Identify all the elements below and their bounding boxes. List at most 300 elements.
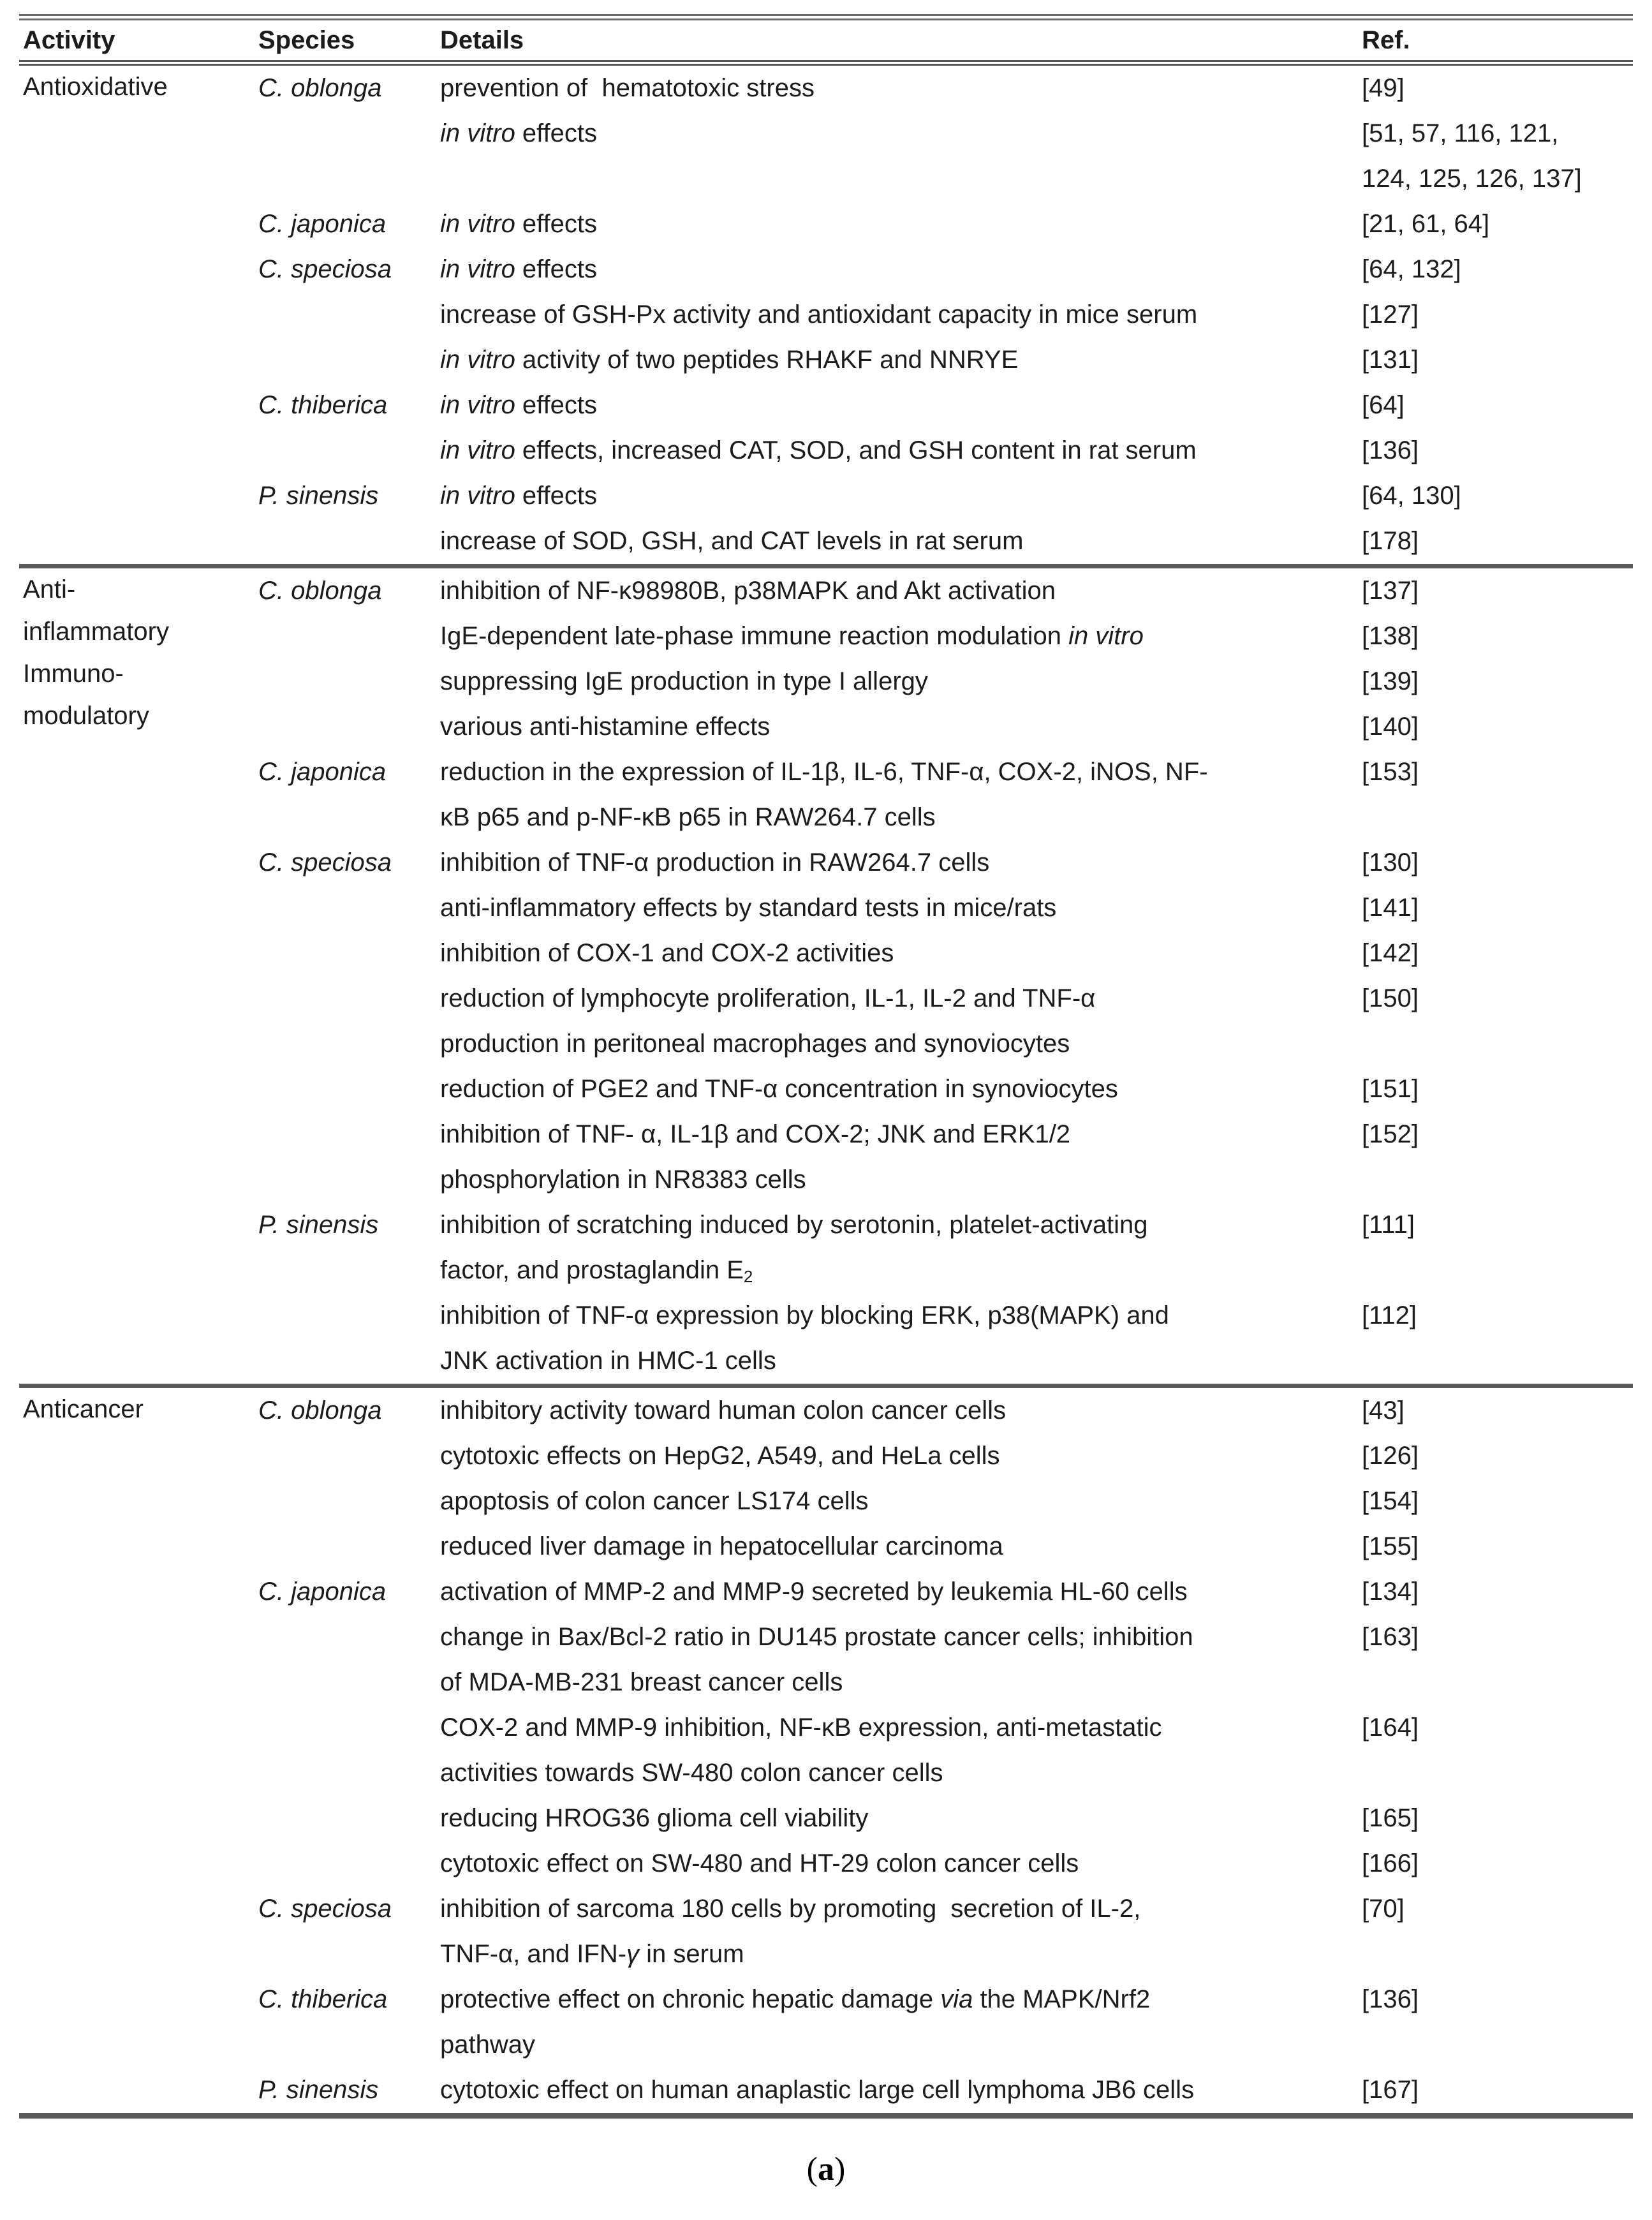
ref-line: [140] <box>1362 713 1419 741</box>
ref-cell <box>1362 566 1633 614</box>
details-text-segment: JNK activation in HMC-1 cells <box>440 1347 776 1375</box>
ref-cell <box>1362 614 1633 659</box>
species-cell <box>258 614 440 659</box>
details-line <box>440 202 1362 247</box>
ref-line: [127] <box>1362 300 1419 329</box>
ref-cell <box>1362 1479 1633 1524</box>
subfigure-label <box>19 2150 1633 2188</box>
details-line <box>440 568 1362 614</box>
ref-line: [152] <box>1362 1120 1419 1148</box>
ref-cell <box>1362 383 1633 428</box>
details-line <box>440 111 1362 156</box>
details-text-segment: apoptosis of colon cancer LS174 cells <box>440 1487 869 1515</box>
details-cell <box>440 566 1362 614</box>
details-line <box>440 1479 1362 1524</box>
table-header <box>19 17 1633 63</box>
details-text-segment: effects <box>515 210 598 238</box>
details-text-segment: activation of MMP-2 and MMP-9 secreted by leukemia HL-60 cells <box>440 1578 1188 1606</box>
details-text-segment: inhibition of TNF- α, IL-1β and COX-2; JNK and ERK1/2 <box>440 1120 1071 1148</box>
details-text-segment: pathway <box>440 2031 535 2059</box>
species-cell <box>258 428 440 473</box>
details-text-segment: phosphorylation in NR8383 cells <box>440 1166 806 1194</box>
details-cell <box>440 247 1362 292</box>
details-line <box>440 1750 1362 1796</box>
species-cell <box>258 704 440 750</box>
ref-cell <box>1362 1977 1633 2068</box>
species-cell <box>258 519 440 566</box>
table-row <box>19 63 1633 112</box>
details-cell <box>440 1615 1362 1705</box>
caption-open-paren: ( <box>806 2151 818 2187</box>
activities-table <box>19 14 1633 2119</box>
table-row <box>19 1112 1633 1202</box>
table-row <box>19 1796 1633 1841</box>
details-cell <box>440 1977 1362 2068</box>
ref-line: [165] <box>1362 1804 1419 1832</box>
details-line <box>440 1021 1362 1067</box>
details-cell <box>440 704 1362 750</box>
details-line <box>440 428 1362 473</box>
details-line <box>440 1112 1362 1157</box>
activity-line: Anticancer <box>23 1395 144 1423</box>
ref-cell <box>1362 292 1633 337</box>
details-line <box>440 383 1362 428</box>
ref-line: [112] <box>1362 1301 1417 1329</box>
table-row <box>19 1524 1633 1569</box>
details-text-segment: the MAPK/Nrf2 <box>973 1985 1151 2013</box>
table-row <box>19 1479 1633 1524</box>
species-cell <box>258 337 440 383</box>
details-text-segment: various anti-histamine effects <box>440 713 771 741</box>
details-line <box>440 1705 1362 1750</box>
details-text-segment: inhibition of scratching induced by serotonin, platelet-activating <box>440 1211 1148 1239</box>
ref-line: [130] <box>1362 848 1419 877</box>
details-text-segment: inhibition of COX-1 and COX-2 activities <box>440 939 894 967</box>
details-line <box>440 247 1362 292</box>
ref-line: 124, 125, 126, 137] <box>1362 165 1582 193</box>
column-header-activity: Activity <box>23 26 115 54</box>
ref-cell <box>1362 1386 1633 1434</box>
species-cell <box>258 292 440 337</box>
details-cell <box>440 1433 1362 1479</box>
details-cell <box>440 473 1362 519</box>
ref-line: [153] <box>1362 758 1419 786</box>
species-cell <box>258 1293 440 1386</box>
details-cell <box>440 1841 1362 1886</box>
details-line <box>440 1067 1362 1112</box>
details-italic-segment: γ <box>626 1940 640 1968</box>
table-row <box>19 473 1633 519</box>
details-cell <box>440 519 1362 566</box>
ref-cell <box>1362 1293 1633 1386</box>
details-line <box>440 1388 1362 1433</box>
details-cell <box>440 659 1362 704</box>
ref-cell <box>1362 1112 1633 1202</box>
table-row <box>19 337 1633 383</box>
activity-cell <box>19 63 258 566</box>
column-header-species: Species <box>258 26 355 54</box>
species-cell <box>258 976 440 1067</box>
table-row <box>19 1841 1633 1886</box>
details-text-segment: COX-2 and MMP-9 inhibition, NF-κB expression, anti-metastatic <box>440 1713 1162 1742</box>
details-text-segment: cytotoxic effect on human anaplastic large cell lymphoma JB6 cells <box>440 2076 1195 2104</box>
table-row <box>19 2068 1633 2116</box>
table-row <box>19 111 1633 202</box>
ref-line: [164] <box>1362 1713 1419 1742</box>
details-line <box>440 1796 1362 1841</box>
details-line <box>440 1433 1362 1479</box>
species-cell: C. japonica <box>258 1578 387 1606</box>
details-cell <box>440 885 1362 931</box>
details-line <box>440 2022 1362 2068</box>
ref-line: [43] <box>1362 1396 1405 1425</box>
ref-line: [166] <box>1362 1849 1419 1877</box>
ref-line: [178] <box>1362 527 1419 555</box>
details-italic-segment: in vitro <box>440 210 515 238</box>
details-text-segment: effects, increased CAT, SOD, and GSH content in rat serum <box>515 436 1197 464</box>
details-text-segment: IgE-dependent late-phase immune reaction modulation <box>440 622 1069 650</box>
details-text-segment: suppressing IgE production in type I allergy <box>440 667 928 695</box>
species-cell: C. speciosa <box>258 1895 392 1923</box>
species-cell: C. japonica <box>258 210 387 238</box>
ref-line: [51, 57, 116, 121, <box>1362 119 1559 147</box>
ref-cell <box>1362 840 1633 885</box>
details-text-segment: effects <box>515 482 598 510</box>
ref-line: [64, 130] <box>1362 482 1461 510</box>
ref-cell <box>1362 1841 1633 1886</box>
ref-line: [70] <box>1362 1895 1405 1923</box>
table-row <box>19 931 1633 976</box>
details-italic-segment: in vitro <box>440 255 515 283</box>
table-row <box>19 566 1633 614</box>
details-text-segment: effects <box>515 391 598 419</box>
details-cell <box>440 1112 1362 1202</box>
details-line <box>440 885 1362 931</box>
details-text-segment: reduction of PGE2 and TNF-α concentration in synoviocytes <box>440 1075 1118 1103</box>
ref-cell <box>1362 519 1633 566</box>
details-italic-segment: in vitro <box>440 436 515 464</box>
ref-cell <box>1362 247 1633 292</box>
details-italic-segment: in vitro <box>440 119 515 147</box>
ref-line: [64, 132] <box>1362 255 1461 283</box>
ref-cell <box>1362 1433 1633 1479</box>
ref-cell <box>1362 2068 1633 2116</box>
species-cell: P. sinensis <box>258 482 379 510</box>
details-cell <box>440 1202 1362 1293</box>
species-cell: P. sinensis <box>258 1211 379 1239</box>
details-cell <box>440 931 1362 976</box>
ref-line: [131] <box>1362 346 1419 374</box>
details-line <box>440 1293 1362 1338</box>
ref-line: [136] <box>1362 436 1419 464</box>
column-header-ref: Ref. <box>1362 26 1410 54</box>
details-text-segment: change in Bax/Bcl-2 ratio in DU145 prostate cancer cells; inhibition <box>440 1623 1193 1651</box>
details-cell <box>440 840 1362 885</box>
species-cell: C. oblonga <box>258 1396 382 1425</box>
details-line <box>440 1157 1362 1202</box>
table-row <box>19 614 1633 659</box>
details-line <box>440 2068 1362 2113</box>
table-row <box>19 1705 1633 1796</box>
ref-cell <box>1362 1886 1633 1977</box>
species-cell: C. thiberica <box>258 1985 388 2013</box>
species-cell <box>258 1067 440 1112</box>
ref-line: [163] <box>1362 1623 1419 1651</box>
details-cell <box>440 750 1362 840</box>
details-text-segment: inhibition of sarcoma 180 cells by promoting secretion of IL-2, <box>440 1895 1141 1923</box>
ref-line: [141] <box>1362 894 1419 922</box>
table-row <box>19 247 1633 292</box>
details-cell <box>440 1524 1362 1569</box>
activity-section <box>19 1386 1633 2116</box>
species-cell <box>258 1112 440 1202</box>
ref-line: [142] <box>1362 939 1419 967</box>
ref-line: [138] <box>1362 622 1419 650</box>
table-row <box>19 1202 1633 1293</box>
ref-cell <box>1362 659 1633 704</box>
details-italic-segment: via <box>940 1985 973 2013</box>
details-cell <box>440 1569 1362 1615</box>
ref-cell <box>1362 885 1633 931</box>
details-line <box>440 1202 1362 1248</box>
details-cell <box>440 428 1362 473</box>
details-line <box>440 337 1362 383</box>
ref-cell <box>1362 1202 1633 1293</box>
table-row <box>19 292 1633 337</box>
ref-cell <box>1362 428 1633 473</box>
species-cell <box>258 1433 440 1479</box>
ref-cell <box>1362 704 1633 750</box>
details-text-segment: TNF-α, and IFN- <box>440 1940 627 1968</box>
details-text-segment: activities towards SW-480 colon cancer cells <box>440 1759 943 1787</box>
activity-line: Immuno- <box>23 660 124 688</box>
ref-line: [49] <box>1362 74 1405 102</box>
details-text-segment: inhibitory activity toward human colon cancer cells <box>440 1396 1007 1425</box>
table-row <box>19 885 1633 931</box>
details-text-segment: effects <box>515 255 598 283</box>
species-cell: C. japonica <box>258 758 387 786</box>
species-cell <box>258 931 440 976</box>
details-text-segment: production in peritoneal macrophages and synoviocytes <box>440 1030 1070 1058</box>
ref-line: [111] <box>1362 1211 1415 1239</box>
ref-line: [21, 61, 64] <box>1362 210 1490 238</box>
details-cell <box>440 202 1362 247</box>
species-cell <box>258 1705 440 1796</box>
details-cell <box>440 1293 1362 1386</box>
details-line <box>440 1248 1362 1293</box>
details-line <box>440 1660 1362 1705</box>
activity-line: inflammatory <box>23 618 169 646</box>
details-line <box>440 1569 1362 1615</box>
ref-cell <box>1362 337 1633 383</box>
details-cell <box>440 292 1362 337</box>
details-line <box>440 1338 1362 1384</box>
table-row <box>19 383 1633 428</box>
ref-line: [139] <box>1362 667 1419 695</box>
ref-cell <box>1362 976 1633 1067</box>
details-text-segment: of MDA-MB-231 breast cancer cells <box>440 1668 843 1696</box>
species-cell <box>258 111 440 202</box>
details-cell <box>440 383 1362 428</box>
details-cell <box>440 63 1362 112</box>
activity-section <box>19 566 1633 1386</box>
table-row <box>19 704 1633 750</box>
header-row <box>19 17 1633 63</box>
details-text-segment: factor, and prostaglandin E <box>440 1256 744 1284</box>
details-text-segment: cytotoxic effects on HepG2, A549, and HeLa cells <box>440 1442 1000 1470</box>
ref-cell <box>1362 1569 1633 1615</box>
ref-cell <box>1362 202 1633 247</box>
species-cell: C. oblonga <box>258 577 382 605</box>
ref-cell <box>1362 750 1633 840</box>
details-cell <box>440 1479 1362 1524</box>
ref-line: [151] <box>1362 1075 1419 1103</box>
ref-line: [154] <box>1362 1487 1419 1515</box>
activity-line: modulatory <box>23 702 149 730</box>
details-line <box>440 519 1362 564</box>
table-row <box>19 750 1633 840</box>
table-row <box>19 976 1633 1067</box>
species-cell <box>258 659 440 704</box>
ref-line: [155] <box>1362 1532 1419 1560</box>
species-cell: C. oblonga <box>258 74 382 102</box>
details-text-segment: prevention of hematotoxic stress <box>440 74 815 102</box>
species-cell: C. speciosa <box>258 848 392 877</box>
details-cell <box>440 1796 1362 1841</box>
ref-line: [64] <box>1362 391 1405 419</box>
details-line <box>440 1615 1362 1660</box>
table-row <box>19 1615 1633 1705</box>
ref-line: [150] <box>1362 984 1419 1012</box>
species-cell <box>258 1841 440 1886</box>
details-line <box>440 1886 1362 1932</box>
species-cell <box>258 1796 440 1841</box>
details-line <box>440 614 1362 659</box>
species-cell: P. sinensis <box>258 2076 379 2104</box>
details-line <box>440 795 1362 840</box>
details-line <box>440 750 1362 795</box>
details-text-segment: inhibition of TNF-α production in RAW264.7 cells <box>440 848 990 877</box>
details-line <box>440 1841 1362 1886</box>
details-text-segment: κB p65 and p-NF-κB p65 in RAW264.7 cells <box>440 803 936 831</box>
table-row <box>19 1433 1633 1479</box>
details-text-segment: increase of SOD, GSH, and CAT levels in rat serum <box>440 527 1024 555</box>
activity-cell <box>19 566 258 1386</box>
ref-cell <box>1362 1067 1633 1112</box>
details-cell <box>440 1886 1362 1977</box>
details-line <box>440 1524 1362 1569</box>
table-row <box>19 1886 1633 1977</box>
details-line <box>440 840 1362 885</box>
caption-letter: a <box>818 2151 834 2187</box>
details-line <box>440 473 1362 519</box>
details-italic-segment: in vitro <box>440 391 515 419</box>
details-line <box>440 66 1362 111</box>
details-text-segment: reduction in the expression of IL-1β, IL-6, TNF-α, COX-2, iNOS, NF- <box>440 758 1208 786</box>
details-line <box>440 931 1362 976</box>
details-cell <box>440 614 1362 659</box>
details-text-segment: reduction of lymphocyte proliferation, IL-1, IL-2 and TNF-α <box>440 984 1096 1012</box>
details-italic-segment: in vitro <box>1068 622 1144 650</box>
ref-cell <box>1362 1705 1633 1796</box>
activity-line: Anti- <box>23 575 76 603</box>
table-row <box>19 202 1633 247</box>
details-line <box>440 292 1362 337</box>
details-line <box>440 659 1362 704</box>
details-text-segment: protective effect on chronic hepatic damage <box>440 1985 941 2013</box>
ref-line: [136] <box>1362 1985 1419 2013</box>
details-italic-segment: in vitro <box>440 482 515 510</box>
details-cell <box>440 111 1362 202</box>
details-text-segment: inhibition of NF-κ98980B, p38MAPK and Akt activation <box>440 577 1056 605</box>
details-cell <box>440 337 1362 383</box>
details-cell <box>440 1705 1362 1796</box>
activity-line: Antioxidative <box>23 73 168 101</box>
ref-cell <box>1362 63 1633 112</box>
table-row <box>19 1977 1633 2068</box>
ref-cell <box>1362 111 1633 202</box>
table-row <box>19 519 1633 566</box>
details-text-segment: in serum <box>639 1940 744 1968</box>
table-row <box>19 1386 1633 1434</box>
ref-line: [126] <box>1362 1442 1419 1470</box>
details-line <box>440 1932 1362 1977</box>
details-cell <box>440 976 1362 1067</box>
species-cell: C. speciosa <box>258 255 392 283</box>
details-cell <box>440 1067 1362 1112</box>
activity-section <box>19 63 1633 566</box>
details-italic-segment: in vitro <box>440 346 515 374</box>
caption-close-paren: ) <box>834 2151 846 2187</box>
ref-line: [134] <box>1362 1578 1419 1606</box>
details-text-segment: anti-inflammatory effects by standard tests in mice/rats <box>440 894 1057 922</box>
table-row <box>19 1293 1633 1386</box>
species-cell: C. thiberica <box>258 391 388 419</box>
ref-cell <box>1362 473 1633 519</box>
species-cell <box>258 1524 440 1569</box>
ref-line: [167] <box>1362 2076 1419 2104</box>
details-cell <box>440 1386 1362 1434</box>
details-text-segment: reducing HROG36 glioma cell viability <box>440 1804 869 1832</box>
details-text-segment: cytotoxic effect on SW-480 and HT-29 colon cancer cells <box>440 1849 1079 1877</box>
ref-cell <box>1362 1796 1633 1841</box>
table-row <box>19 659 1633 704</box>
table-row <box>19 1067 1633 1112</box>
column-header-details: Details <box>440 26 524 54</box>
activity-cell <box>19 1386 258 2116</box>
species-cell <box>258 1479 440 1524</box>
species-cell <box>258 885 440 931</box>
details-line <box>440 976 1362 1021</box>
details-text-segment: reduced liver damage in hepatocellular carcinoma <box>440 1532 1003 1560</box>
details-subscript-segment: 2 <box>743 1266 753 1286</box>
details-line <box>440 1977 1362 2022</box>
species-cell <box>258 1615 440 1705</box>
ref-line: [137] <box>1362 577 1419 605</box>
ref-cell <box>1362 1615 1633 1705</box>
table-row <box>19 840 1633 885</box>
details-line <box>440 704 1362 750</box>
details-text-segment: activity of two peptides RHAKF and NNRYE <box>515 346 1019 374</box>
ref-cell <box>1362 1524 1633 1569</box>
details-cell <box>440 2068 1362 2116</box>
details-text-segment: inhibition of TNF-α expression by blocking ERK, p38(MAPK) and <box>440 1301 1169 1329</box>
details-text-segment: increase of GSH-Px activity and antioxidant capacity in mice serum <box>440 300 1198 329</box>
table-row <box>19 1569 1633 1615</box>
details-text-segment: effects <box>515 119 598 147</box>
table-row <box>19 428 1633 473</box>
ref-cell <box>1362 931 1633 976</box>
